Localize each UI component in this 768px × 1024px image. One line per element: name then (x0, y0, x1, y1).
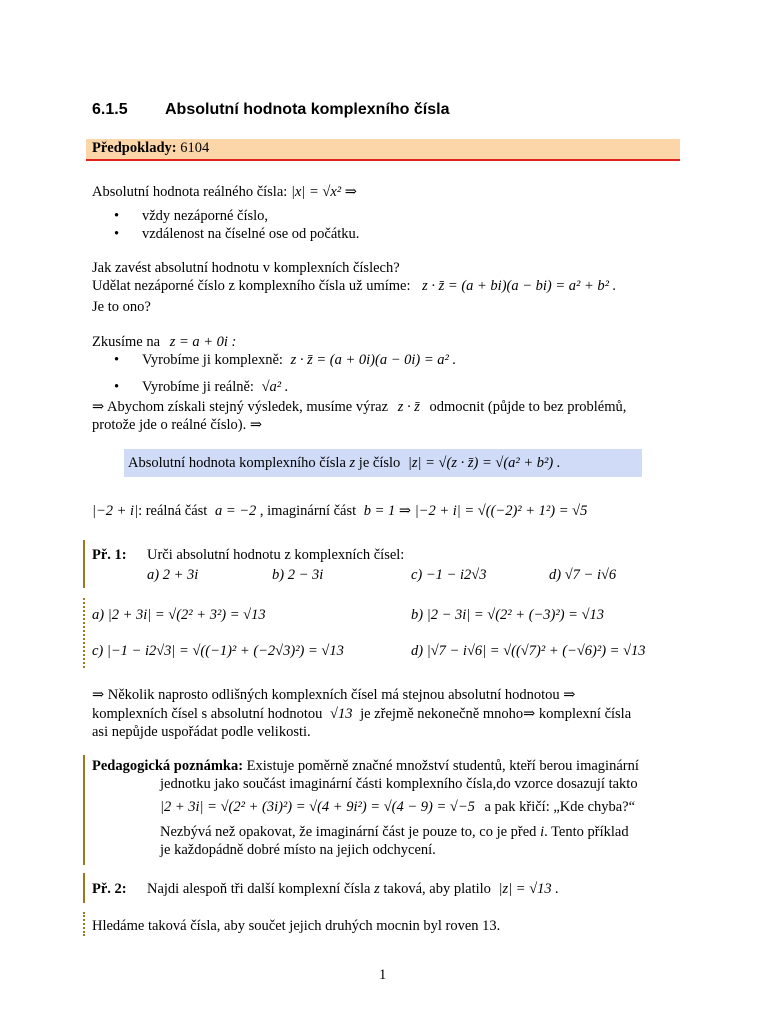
prerequisites-label: Předpoklady: (92, 140, 177, 156)
definition: Absolutní hodnota komplexního čísla z je číslo |z| = √(z · z̄) = √(a² + b²) . (128, 455, 561, 471)
question-line2: Udělat nezáporné číslo z komplexního čísla už umíme: z · z̄ = (a + bi)(a − bi) = a² + b² . (92, 278, 617, 294)
page-title: Absolutní hodnota komplexního čísla (165, 101, 450, 118)
prerequisites (92, 139, 209, 157)
prerequisites-value: 6104 (180, 140, 210, 156)
example1-bar (83, 540, 85, 588)
pedagogy-bar (83, 755, 85, 865)
bullet-distance: • vzdálenost na číselné ose od počátku. (142, 225, 359, 243)
real-abs-text: Absolutní hodnota reálného čísla: (92, 184, 288, 200)
answer-d: d) |√7 − i√6| = √((√7)² + (−√6)²) = √13 (411, 643, 646, 659)
example2-solution: Hledáme taková čísla, aby součet jejich druhých mocnin byl roven 13. (92, 918, 501, 934)
example-minus2-plus-i: |−2 + i|: reálná část a = −2 , imaginární část b = 1 ⇒ |−2 + i| = √((−2)² + 1²) = √5 (92, 503, 588, 519)
example1-option-b: b) 2 − 3i (272, 567, 324, 583)
answer-b: b) |2 − 3i| = √(2² + (−3)²) = √13 (411, 607, 605, 623)
pedagogy-line4: Nezbývá než opakovat, že imaginární část je pouze to, co je před i. Tento příklad (160, 824, 629, 840)
example1-label: Př. 1: (92, 547, 127, 563)
example1-option-a: a) 2 + 3i (147, 567, 199, 583)
answer-c: c) |−1 − i2√3| = √((−1)² + (−2√3)²) = √13 (92, 643, 344, 659)
pedagogy-line5: je každopádně dobré místo na jejich odchycení. (160, 842, 436, 858)
question-formula: z · z̄ = (a + bi)(a − bi) = a² + b² . (422, 278, 617, 294)
try-conclusion2: protože jde o reálné číslo). ⇒ (92, 417, 262, 433)
pedagogy-formula-line: |2 + 3i| = √(2² + (3i)²) = √(4 + 9i²) = √(4 − 9) = √−5 a pak křičí: „Kde chyba?“ (160, 799, 636, 815)
example2-bar (83, 873, 85, 903)
example2-solution-bar (83, 912, 85, 936)
note-line3: asi nepůjde uspořádat podle velikosti. (92, 724, 311, 740)
try-conclusion1: ⇒ Abychom získali stejný výsledek, musíme výraz z · z̄ odmocnit (půjde to bez problémů, (92, 399, 627, 415)
pedagogy-line2: jednotku jako součást imaginární části komplexního čísla,do vzorce dosazují takto (160, 776, 638, 792)
bullet-nonnegative: • vždy nezáporné číslo, (142, 207, 268, 225)
real-abs-line (92, 183, 357, 201)
example2-task: Najdi alespoň tři další komplexní čísla z taková, aby platilo |z| = √13 . (147, 881, 559, 897)
try-bullet-real: • Vyrobíme ji reálně: √a² . (142, 378, 288, 396)
answer-a: a) |2 + 3i| = √(2² + 3²) = √13 (92, 607, 266, 623)
note-line2: komplexních čísel s absolutní hodnotou √13 je zřejmě nekonečně mnoho⇒ komplexní čísla (92, 706, 632, 722)
page-number: 1 (379, 967, 387, 983)
question-line1: Jak zavést absolutní hodnotu v komplexních číslech? (92, 260, 400, 276)
note-line1: ⇒ Několik naprosto odlišných komplexních čísel má stejnou absolutní hodnotou ⇒ (92, 687, 576, 703)
section-number: 6.1.5 (92, 101, 128, 118)
try-bullet-complex: • Vyrobíme ji komplexně: z · z̄ = (a + 0i)(a − 0i) = a² . (142, 351, 456, 369)
definition-formula: |z| = √(z · z̄) = √(a² + b²) . (407, 455, 561, 471)
real-abs-formula: |x| = √x² ⇒ (290, 184, 357, 200)
example2-label: Př. 2: (92, 881, 127, 897)
pedagogy-line1: Pedagogická poznámka: Existuje poměrně značné množství studentů, kteří berou imaginární (92, 758, 639, 774)
try-line: Zkusíme na z = a + 0i : (92, 334, 237, 350)
example1-task: Urči absolutní hodnotu z komplexních čísel: (147, 547, 405, 563)
question-line3: Je to ono? (92, 299, 151, 315)
example1-option-d: d) √7 − i√6 (549, 567, 617, 583)
example1-solution-bar (83, 598, 85, 668)
example1-option-c: c) −1 − i2√3 (411, 567, 487, 583)
